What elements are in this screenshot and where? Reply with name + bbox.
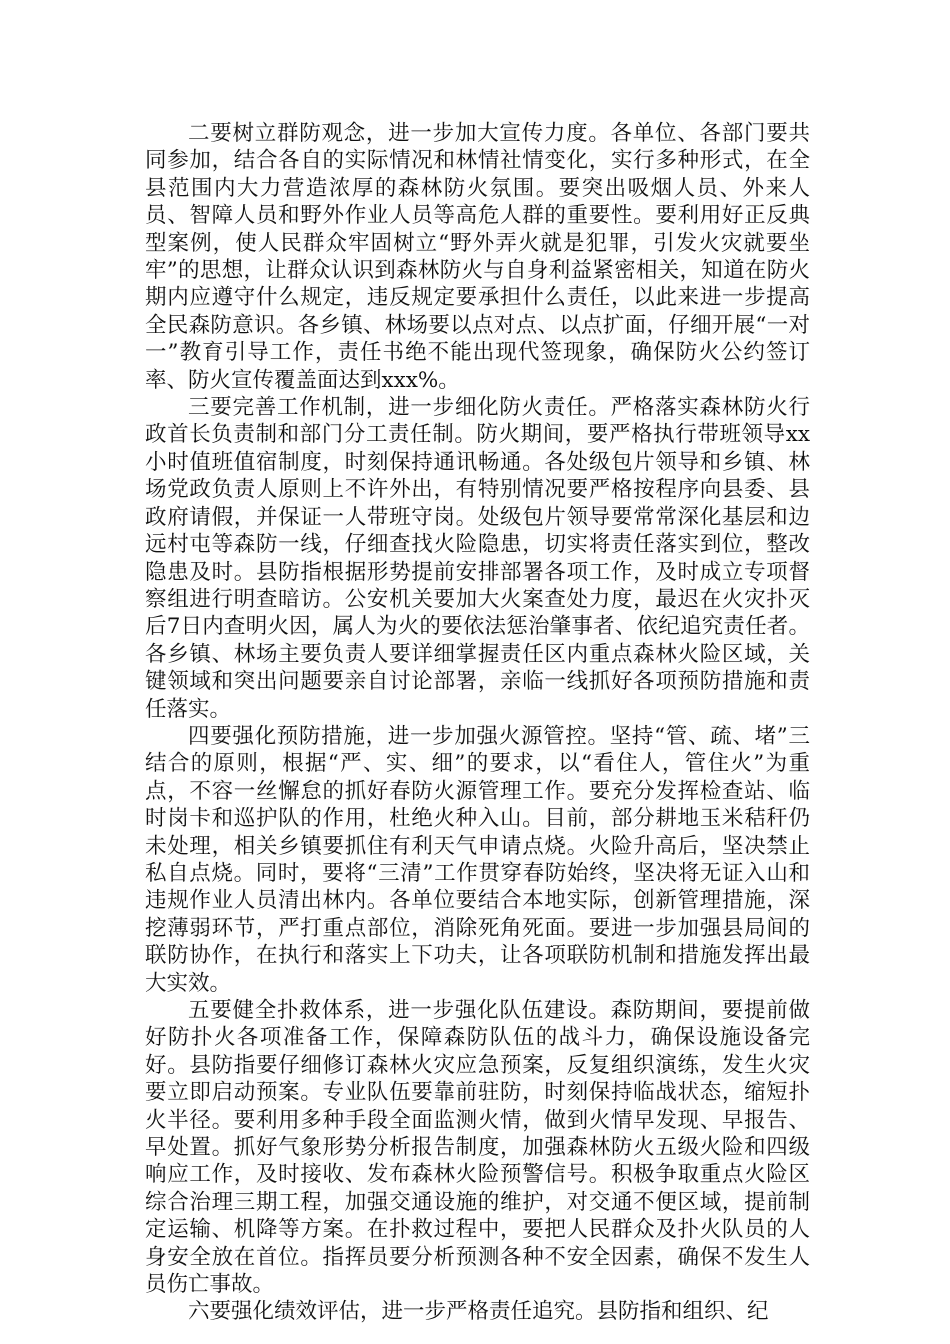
- paragraph-rescue-system: 五要健全扑救体系，进一步强化队伍建设。森防期间，要提前做好防扑火各项准备工作，保障森防队伍的战斗力，确保设施设备完好。县防指要仔细修订森林火灾应急预案，反复组织演练，发生火灾要立即启动预案。专业队伍要靠前驻防，时刻保持临战状态，缩短扑火半径。要利用多种手段全面监测火情，做到火情早发现、早报告、早处置。抓好气象形势分析报告制度，加强森林防火五级火险和四级响应工作，及时接收、发布森林火险预警信号。积极争取重点火险区综合治理三期工程，加强交通设施的维护，对交通不便区域，提前制定运输、机降等方案。在扑救过程中，要把人民群众及扑火队员的人身安全放在首位。指挥员要分析预测各种不安全因素，确保不发生人员伤亡事故。: [145, 998, 810, 1298]
- paragraph-performance-evaluation: 六要强化绩效评估，进一步严格责任追究。县防指和组织、纪: [188, 1299, 769, 1325]
- paragraph-prevention-measures: 四要强化预防措施，进一步加强火源管控。坚持“管、疏、堵”三结合的原则，根据“严、实、细”的要求，以“看住人，管住火”为重点，不容一丝懈怠的抓好春防火源管理工作。要充分发挥检查站、临时岗卡和巡护队的作用，杜绝火种入山。目前，部分耕地玉米秸秆仍未处理，相关乡镇要抓住有利天气申请点烧。火险升高后，坚决禁止私自点烧。同时，要将“三清”工作贯穿春防始终，坚决将无证入山和违规作业人员清出林内。各单位要结合本地实际，创新管理措施，深挖薄弱环节，严打重点部位，消除死角死面。要进一步加强县局间的联防协作，在执行和落实上下功夫，让各项联防机制和措施发挥出最大实效。: [145, 723, 810, 996]
- paragraph-public-awareness: 二要树立群防观念，进一步加大宣传力度。各单位、各部门要共同参加，结合各自的实际情况和林情社情变化，实行多种形式，在全县范围内大力营造浓厚的森林防火氛围。要突出吸烟人员、外来人员、智障人员和野外作业人员等高危人群的重要性。要利用好正反典型案例，使人民群众牢固树立“野外弄火就是犯罪，引发火灾就要坐牢”的思想，让群众认识到森林防火与自身利益紧密相关，知道在防火期内应遵守什么规定，违反规定要承担什么责任，以此来进一步提高全民森防意识。各乡镇、林场要以点对点、以点扩面，仔细开展“一对一”教育引导工作，责任书绝不能出现代签现象，确保防火公约签订率、防火宣传覆盖面达到xxx%。: [145, 121, 810, 393]
- document-body: [145, 120, 810, 1326]
- paragraph-work-mechanism: 三要完善工作机制，进一步细化防火责任。严格落实森林防火行政首长负责制和部门分工责任制。防火期间，要严格执行带班领导xx小时值班值宿制度，时刻保持通讯畅通。各处级包片领导和乡镇、林场党政负责人原则上不许外出，有特别情况要严格按程序向县委、县政府请假，并保证一人带班守岗。处级包片领导要常常深化基层和边远村屯等森防一线，仔细查找火险隐患，切实将责任落实到位，整改隐患及时。县防指根据形势提前安排部署各项工作，及时成立专项督察组进行明查暗访。公安机关要加大火案查处力度，最迟在火灾扑灭后7日内查明火因，属人为火的要依法惩治肇事者、依纪追究责任者。各乡镇、林场主要负责人要详细掌握责任区内重点森林火险区域，关键领域和突出问题要亲自讨论部署，亲临一线抓好各项预防措施和责任落实。: [145, 395, 810, 722]
